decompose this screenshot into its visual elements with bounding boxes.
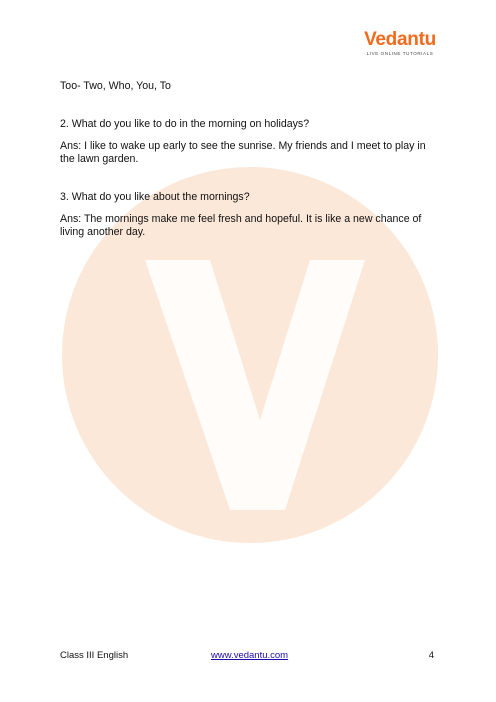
document-body [60, 80, 438, 239]
homophones-line: Too- Two, Who, You, To [60, 80, 171, 92]
page-number: 4 [428, 650, 434, 661]
answer-2: Ans: I like to wake up early to see the sunrise. My friends and I meet to play in the lawn garden. [60, 140, 426, 165]
answer-3: Ans: The mornings make me feel fresh and hopeful. It is like a new chance of living another day. [60, 213, 422, 238]
question-2: 2. What do you like to do in the morning on holidays? [60, 118, 310, 130]
page-footer [60, 650, 438, 664]
footer-class-label: Class III English [60, 650, 129, 661]
vedantu-logo [362, 30, 438, 64]
logo-tagline: LIVE ONLINE TUTORIALS [366, 51, 434, 56]
logo-brand-text: Vedantu [364, 29, 436, 50]
footer-website-link[interactable]: www.vedantu.com [211, 650, 289, 661]
question-3: 3. What do you like about the mornings? [60, 191, 250, 203]
